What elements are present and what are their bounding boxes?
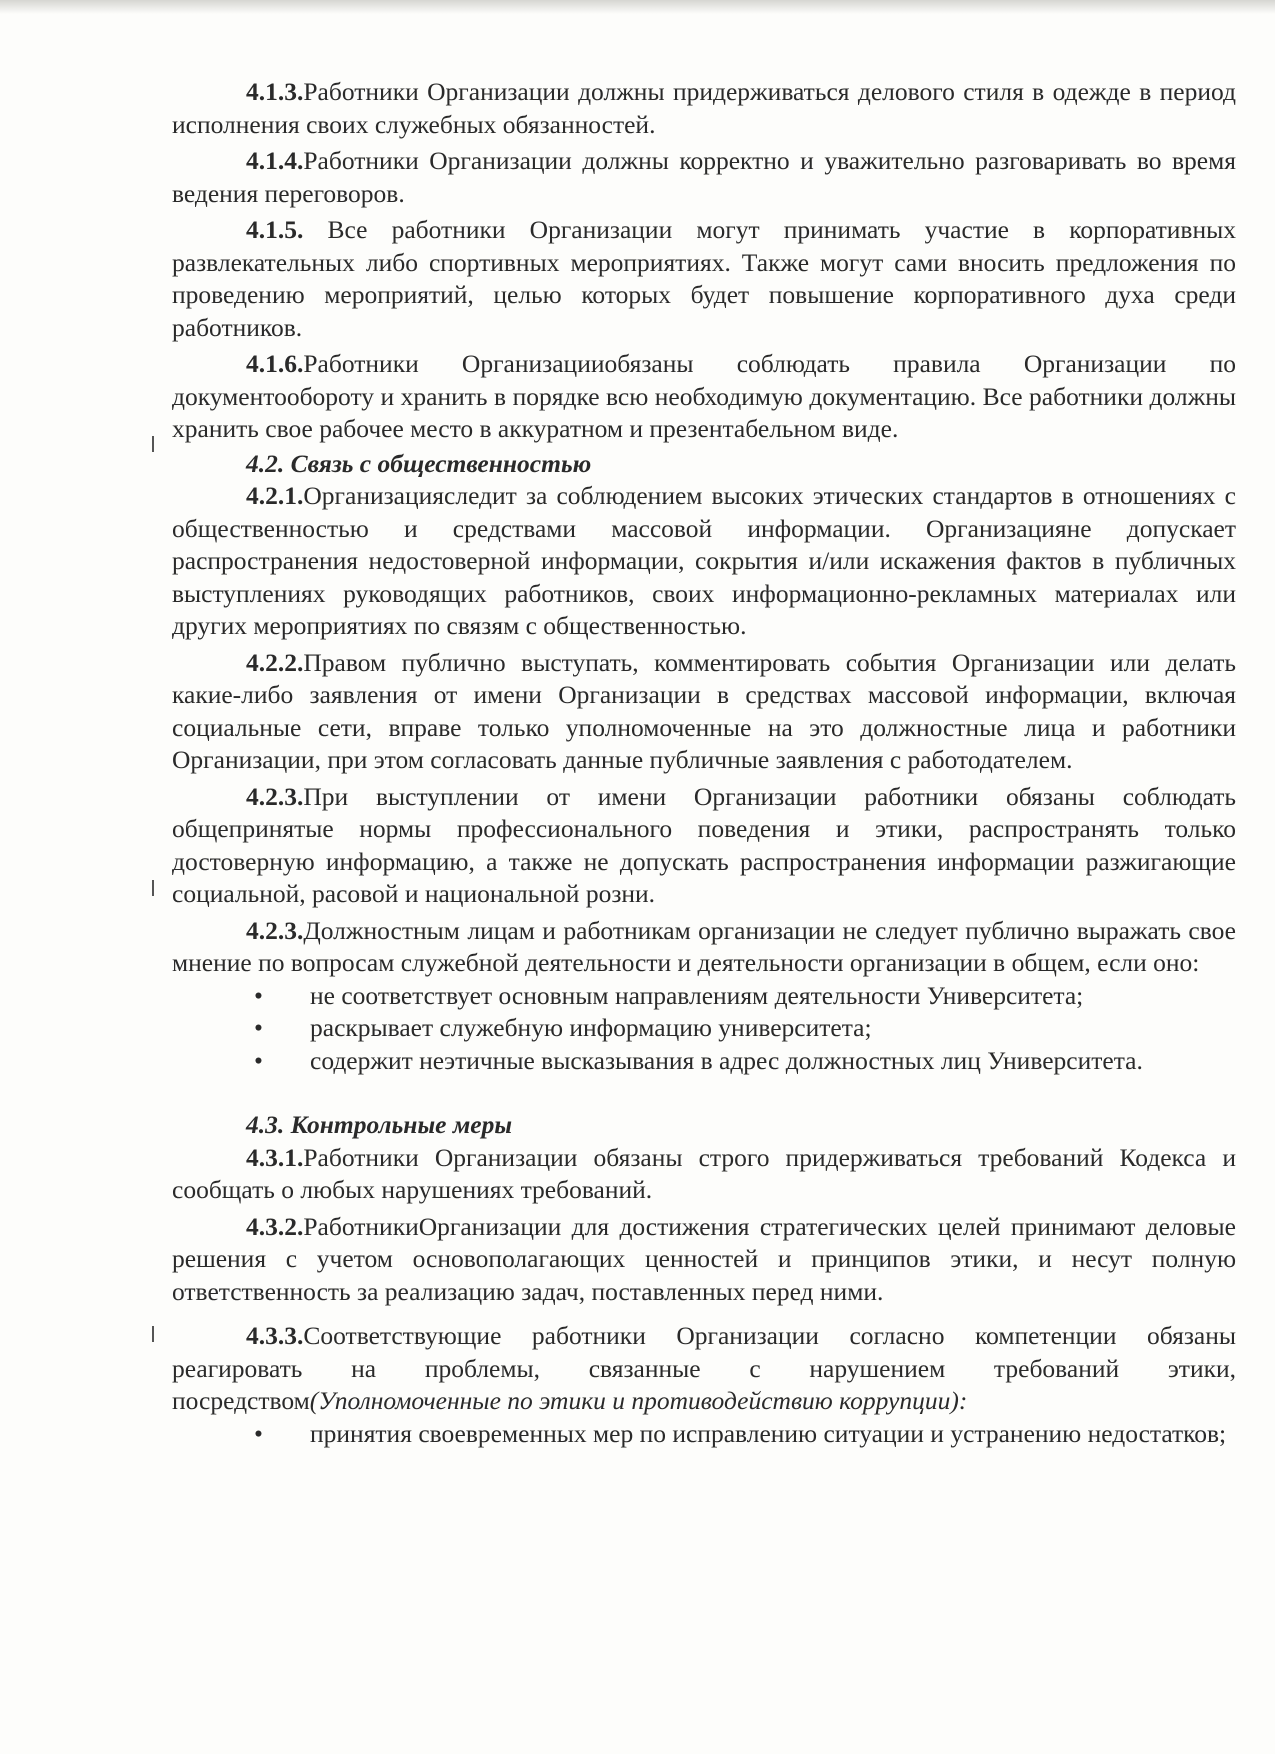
paragraph-4-3-1 — [172, 1142, 1236, 1207]
paragraph-4-1-3 — [172, 76, 1236, 141]
margin-mark — [152, 880, 154, 896]
section-heading-4-3: 4.3. Контрольные меры — [246, 1110, 513, 1139]
paragraph-number: 4.1.6. — [246, 349, 304, 378]
paragraph-4-2-3-a — [172, 781, 1236, 911]
section-heading-4-2: 4.2. Связь с общественностью — [246, 448, 592, 478]
paragraph-text: Соответствующие работники Организации согласно компетенции обязаны реагировать на проблемы, связанные с нарушением требований этики, посредством — [172, 1321, 1236, 1415]
paragraph-text: Работники Организации должны придерживаться делового стиля в одежде в период исполнения своих служебных обязанностей. — [172, 77, 1236, 139]
paragraph-4-1-5 — [172, 214, 1236, 344]
paragraph-4-2-2 — [172, 647, 1236, 777]
paragraph-number: 4.2.1. — [246, 481, 304, 510]
paragraph-number: 4.2.3. — [246, 915, 304, 945]
paragraph-4-1-6 — [172, 348, 1236, 446]
list-item — [172, 1418, 1236, 1451]
paragraph-text: При выступлении от имени Организации работники обязаны соблюдать общепринятые нормы профессионального поведения и этики, распространять только достоверную информацию, а также не допускать распространения информации разжигающие социальной, расовой и национальной розни. — [172, 781, 1236, 908]
paragraph-number: 4.1.4. — [246, 146, 304, 175]
scan-edge-shadow — [0, 0, 1275, 14]
paragraph-text: РаботникиОрганизации для достижения стратегических целей принимают деловые решения с учетом основополагающих ценностей и принципов этики, и несут полную ответственность за реализацию задач, поставленных перед ними. — [172, 1211, 1236, 1306]
paragraph-note: (Уполномоченные по этики и противодействию коррупции): — [309, 1386, 968, 1415]
margin-mark — [152, 436, 154, 452]
paragraph-number: 4.1.5. — [246, 215, 304, 244]
paragraph-text: Правом публично выступать, комментировать события Организации или делать какие-либо заявления от имени Организации в средствах массовой информации, включая социальные сети, вправе только уполномоченные на это должностные лица и работники Организации, при этом согласовать данные публичные заявления с работодателем. — [172, 647, 1236, 774]
paragraph-text: Все работники Организации могут принимать участие в корпоративных развлекательных либо спортивных мероприятиях. Также могут сами вносить предложения по проведению мероприятий, целью которых будет повышение корпоративного духа среди работников. — [172, 215, 1236, 342]
list-item — [172, 1045, 1236, 1078]
paragraph-text: Должностным лицам и работникам организации не следует публично выражать свое мнение по вопросам служебной деятельности и деятельности организации в общем, если оно: — [172, 915, 1236, 977]
bullet-icon: • — [254, 980, 263, 1010]
paragraph-number: 4.3.1. — [246, 1142, 304, 1172]
document-body — [172, 76, 1236, 1450]
paragraph-number: 4.1.3. — [246, 77, 304, 106]
paragraph-number: 4.3.3. — [246, 1321, 304, 1350]
paragraph-4-3-2 — [172, 1211, 1236, 1309]
paragraph-4-2-1 — [172, 480, 1236, 643]
list-item — [172, 980, 1236, 1013]
paragraph-text: Работники Организации должны корректно и уважительно разговаривать во время ведения переговоров. — [172, 146, 1236, 208]
bullet-icon: • — [254, 1418, 263, 1448]
list-item-text: не соответствует основным направлениям деятельности Университета; — [310, 980, 1084, 1010]
list-item — [172, 1012, 1236, 1045]
list-item-text: содержит неэтичные высказывания в адрес должностных лиц Университета. — [310, 1045, 1143, 1075]
margin-mark — [152, 1326, 154, 1342]
list-item-text: раскрывает служебную информацию университета; — [310, 1013, 872, 1042]
section-spacer — [172, 1077, 1236, 1107]
paragraph-4-1-4 — [172, 145, 1236, 210]
paragraph-number: 4.2.2. — [246, 647, 304, 677]
bullet-icon: • — [254, 1013, 263, 1042]
paragraph-text: Работники Организации обязаны строго придерживаться требований Кодекса и сообщать о любых нарушениях требований. — [172, 1142, 1236, 1204]
bullet-icon: • — [254, 1045, 263, 1075]
paragraph-4-2-3-b — [172, 915, 1236, 980]
paragraph-text: Организацияследит за соблюдением высоких этических стандартов в отношениях с общественностью и средствами массовой информации. Организацияне допускает распространения недостоверной информации, сокрытия и/или искажения фактов в публичных выступлениях руководящих работников, своих информационно-рекламных материалах или других мероприятиях по связям с общественностью. — [172, 481, 1236, 640]
paragraph-text: Работники Организацииобязаны соблюдать правила Организации по документообороту и хранить в порядке всю необходимую документацию. Все работники должны хранить свое рабочее место в аккуратном и презентабельном виде. — [172, 349, 1236, 443]
paragraph-number: 4.2.3. — [246, 781, 304, 811]
paragraph-number: 4.3.2. — [246, 1211, 304, 1241]
paragraph-4-3-3 — [172, 1320, 1236, 1418]
list-item-text: принятия своевременных мер по исправлению ситуации и устранению недостатков; — [310, 1418, 1227, 1448]
